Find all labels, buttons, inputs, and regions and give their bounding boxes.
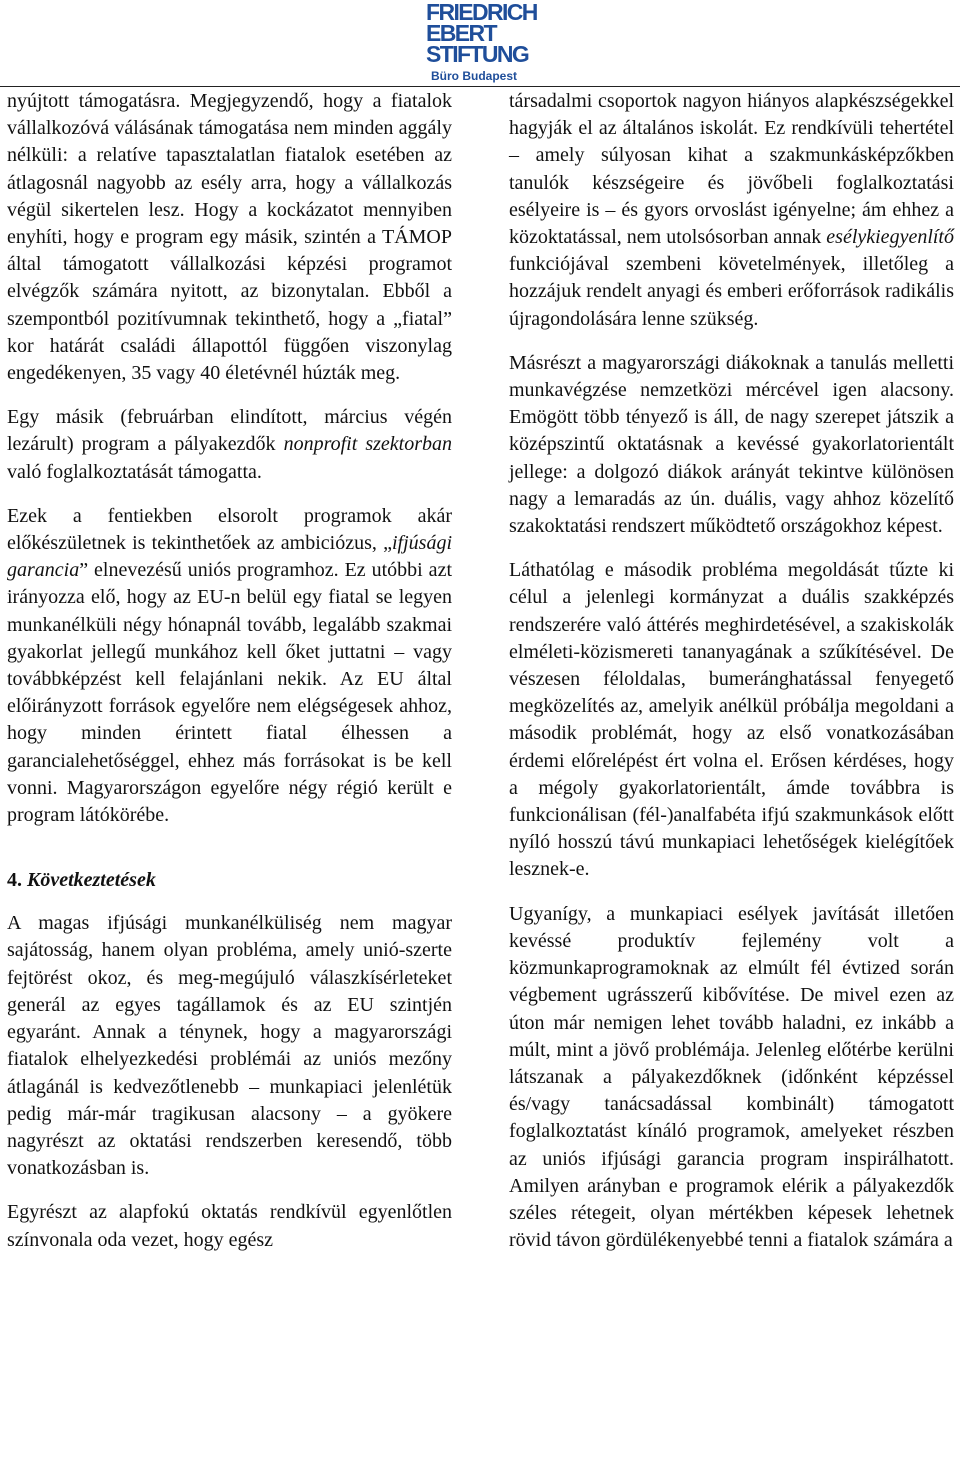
left-p3-emphasis: ifjúsági garancia — [7, 532, 452, 582]
right-paragraph-3: Láthatólag e második probléma megoldását tűzte ki célul a jelenlegi kormányzat a duális szakképzés rendszerére való áttérés meghirdetésével, a szakiskolák elméleti-közismereti tananyagának a szűkítésével. De vészesen féloldalas, bumeránghatással fenyegető megközelítés az, amelyik anélkül próbálja megoldani a második problémát, hogy az első vonatkozásában érdemi előrelépést ért volna el. Erősen kérdéses, hogy a mégoly gyakorlatorientált, ámde továbbra is funkcionálisan (fél-)analfabéta ifjú szakmunkások előtt nyíló hosszú távú munkapiaci lehetőségek kielégítőek lesznek-e. — [509, 559, 954, 881]
right-p1-text-b: funkciójával szembeni követelmények, illetőleg a hozzájuk rendelt anyagi és emberi erőforrások radikális újragondolására lenne szükség. — [509, 253, 954, 330]
logo-subtitle: Büro Budapest — [431, 69, 518, 83]
left-paragraph-2 — [7, 404, 452, 486]
left-p2-text-a: Egy másik (februárban elindított, március végén lezárult) program a pályakezdők — [7, 406, 452, 456]
left-p3-text-a: Ezek a fentiekben elsorolt programok akár előkészületnek is tekinthetőek az ambiciózus, „ — [7, 504, 452, 555]
logo-line-stiftung: STIFTUNG — [426, 41, 529, 67]
left-column — [7, 88, 452, 1271]
left-paragraph-4: A magas ifjúsági munkanélküliség nem magyar sajátosság, hanem olyan probléma, amely unió-szerte fejtörést okoz, és meg-megújuló válaszkísérleteket generál az egyes tagállamok és az EU szintjén egyaránt. Annak a ténynek, hogy a magyarországi fiatalok elhelyezkedési problémái az uniós mezőny átlagánál is kedvezőtlenebb – munkapiaci jelenlétük pedig már-már tragikusan alacsony – a gyökere nagyrészt az oktatási rendszerben keresendő, több vonatkozásban is. — [7, 912, 452, 1180]
right-p1-emphasis: esélykiegyenlítő — [826, 226, 954, 249]
right-paragraph-4: Ugyanígy, a munkapiaci esélyek javítását illetően kevéssé produktív fejlemény volt a közmunkaprogramoknak az elmúlt fél évtized során végbement ugrásszerű kibővítése. De mivel ezen az úton már nemigen lehet tovább haladni, ez inkább a múlt, mint a jövő problémája. Jelenleg előtérbe kerülni látszanak a pályakezdőknek (időnként képzéssel és/vagy tanácsadással kombinált) támogatott foglalkoztatást kínáló programok, amelyeket részben az uniós ifjúsági garancia program inspirálhatott. Amilyen arányban e programok elérik a pályakezdők széles rétegeit, olyan mértékben képesek lehetnek rövid távon gördülékenyebbé tenni a fiatalok számára a — [509, 902, 954, 1252]
section-heading-number: 4. — [7, 869, 22, 892]
right-p1-text-a: társadalmi csoportok nagyon hiányos alapkészségekkel hagyják el az általános iskolát. Ez rendkívüli tehertétel – amely súlyosan kihat a szakmunkásképzőkben tanulók készségeire és jövőbeli foglalkoztatási esélyeire is – és gyors orvoslást igényelne; ám ehhez a közoktatással, nem utolsósorban annak — [509, 90, 954, 249]
logo-line-ebert: EBERT — [426, 20, 496, 46]
section-heading — [7, 867, 452, 894]
left-p3-text-b: ” elnevezésű uniós programhoz. Ez utóbbi azt irányozza elő, hogy az EU-n belül egy fiatal se legyen munkanélküli négy hónapnál tovább, legalább szakmai gyakorlat jellegű munkához kell őket juttatni – vagy továbbképzést kell felajánlani nekik. Az EU által előirányzott források egyelőre nem elégségesek ahhoz, hogy minden érintett fiatal élhessen a garancialehetőséggel, ehhez más forrásokat is be kell vonni. Magyarországon egyelőre négy régió került e program látókörébe. — [7, 559, 452, 827]
left-p2-emphasis: nonprofit szektorban — [283, 433, 452, 456]
logo-line-friedrich: FRIEDRICH — [426, 0, 537, 25]
right-paragraph-2: Másrészt a magyarországi diákoknak a tanulás melletti munkavégzése nemzetközi mércével igen alacsony. Emögött több tényező is áll, de nagy szerepet játszik a középszintű oktatásnak a kevéssé gyakorlatorientált jellege: a dolgozó diákok arányát tekintve különösen nagy a lemaradás az ún. duális, vagy ahhoz közelítő szakoktatási rendszert működtető országokhoz képest. — [509, 351, 954, 538]
fes-logo — [426, 2, 536, 84]
left-paragraph-5: Egyrészt az alapfokú oktatás rendkívül egyenlőtlen színvonala oda vezet, hogy egész — [7, 1201, 452, 1251]
right-paragraph-1 — [509, 88, 954, 333]
left-paragraph-1: nyújtott támogatásra. Megjegyzendő, hogy a fiatalok vállalkozóvá válásának támogatása nem minden aggály nélküli: a relatíve tapasztalatlan fiatalok esetében az átlagosnál nagyobb az esély arra, hogy a vállalkozás végül sikertelen lesz. Hogy a kockázatot mennyiben enyhíti, hogy e program egy másik, szintén a TÁMOP által támogatott vállalkozási képzési programot elvégzők számára nyitott, az bizonytalan. Ebből a szempontból pozitívumnak tekinthető, hogy a „fiatal” kor határát családi állapottól függően viszonylag engedékenyen, 35 vagy 40 életévnél húzták meg. — [7, 90, 452, 385]
section-heading-text: Következtetések — [27, 869, 156, 892]
left-p2-text-b: való foglalkoztatását támogatta. — [7, 460, 262, 483]
left-paragraph-3 — [7, 503, 452, 829]
right-column — [509, 88, 954, 1271]
header-rule — [0, 86, 960, 87]
